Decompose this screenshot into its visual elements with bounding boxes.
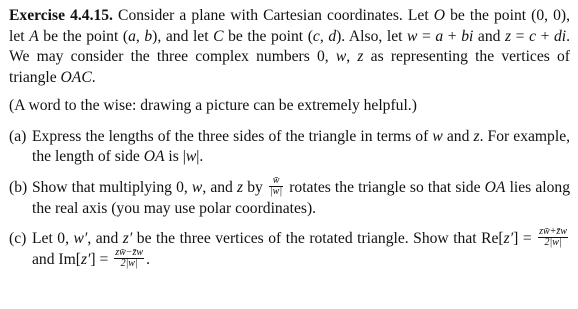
part-b-text-5: lies along the real axis (you may use polar coordinates).	[32, 178, 570, 217]
part-b-fraction-denominator: |w|	[269, 185, 283, 197]
part-c-var-z-prime-3: z′	[80, 251, 91, 269]
intro-text-10: =	[511, 27, 530, 45]
var-w-2: w	[335, 48, 347, 65]
part-c-fraction-im-denominator: 2|w|	[120, 258, 138, 269]
intro-text-12: . We may consider the three complex numbers 0,	[9, 27, 570, 65]
part-b	[9, 174, 570, 220]
var-c-2: c	[529, 27, 536, 45]
part-b-text-3: by	[243, 178, 267, 196]
var-di: di	[553, 27, 567, 45]
var-z-2: z	[357, 48, 364, 65]
var-bi: bi	[461, 27, 474, 45]
intro-text-7: =	[417, 27, 436, 45]
intro-text-4: ), and let	[152, 27, 214, 45]
var-w: w	[407, 27, 418, 45]
part-a-var-w: w	[432, 127, 443, 145]
part-a-label: (a)	[9, 127, 27, 145]
intro-text-9: and	[473, 27, 506, 45]
hint-text: (A word to the wise: drawing a picture can be extremely helpful.)	[9, 97, 417, 114]
part-b-text-1: Show that multiplying 0,	[32, 178, 192, 196]
part-c	[9, 226, 570, 271]
part-a-text-4: is |	[164, 148, 186, 165]
part-b-var-w: w	[191, 178, 203, 196]
intro-comma-2: ,	[319, 27, 329, 45]
part-c-fraction-re-denominator: 2|w|	[544, 237, 562, 248]
part-c-var-z-prime-2: z′	[503, 230, 514, 248]
exercise-intro	[9, 6, 570, 88]
var-a-2: a	[435, 27, 444, 45]
intro-comma-1: ,	[135, 27, 145, 45]
part-a-body	[32, 127, 570, 168]
exercise-label: Exercise 4.4.15.	[9, 7, 113, 24]
part-b-var-z: z	[237, 178, 244, 196]
var-C: C	[213, 27, 224, 45]
var-a: a	[128, 27, 136, 45]
part-a	[9, 127, 570, 168]
intro-text-11: +	[535, 27, 554, 45]
part-c-fraction-im	[114, 248, 144, 269]
part-b-text-2: , and	[202, 178, 237, 196]
part-c-text-5: and Im[	[32, 251, 81, 269]
part-a-var-z: z	[473, 127, 480, 145]
part-c-fraction-re-numerator: zw̄+z̄w	[539, 226, 567, 237]
part-c-text-4: ] =	[513, 230, 537, 248]
part-c-text-6: ] =	[90, 251, 113, 269]
intro-text-13: as representing the vertices of triangle	[9, 48, 570, 86]
var-OAC: OAC	[60, 68, 92, 86]
part-c-text-7: .	[146, 251, 150, 269]
part-b-fraction	[269, 176, 283, 197]
intro-text-14: .	[91, 68, 96, 86]
intro-text-2: be the point (0, 0), let	[9, 7, 570, 45]
intro-text-1: Consider a plane with Cartesian coordinates. Let	[118, 7, 434, 24]
part-a-text-5: |.	[196, 148, 204, 165]
part-c-text-2: , and	[87, 230, 123, 248]
part-b-var-OA: OA	[484, 178, 506, 196]
intro-text-6: ). Also, let	[336, 27, 408, 45]
var-d: d	[328, 27, 337, 45]
part-c-var-z-prime: z′	[122, 230, 133, 248]
intro-text-3: be the point (	[38, 27, 129, 45]
intro-comma-3: ,	[346, 48, 358, 65]
intro-text-8: +	[443, 27, 462, 45]
part-a-var-OA: OA	[143, 148, 165, 165]
var-A: A	[29, 27, 39, 45]
part-b-body	[32, 174, 570, 220]
part-a-text-1: Express the lengths of the three sides of the triangle in terms of	[32, 127, 433, 145]
part-c-label: (c)	[9, 230, 27, 247]
part-c-text-1: Let 0,	[32, 230, 74, 248]
var-O: O	[433, 7, 446, 24]
part-b-text-4: rotates the triangle so that side	[285, 178, 485, 196]
part-b-label: (b)	[9, 178, 28, 196]
part-c-fraction-re	[538, 227, 568, 248]
part-c-text-3: be the three vertices of the rotated triangle. Show that Re[	[132, 230, 504, 248]
var-b: b	[144, 27, 153, 45]
var-c: c	[312, 27, 320, 45]
part-b-fraction-numerator: w̄	[269, 176, 283, 187]
part-a-text-3: . For example, the length of side	[32, 127, 571, 165]
part-a-var-w-2: w	[185, 148, 197, 165]
part-c-body	[32, 226, 570, 271]
part-a-text-2: and	[442, 127, 474, 145]
part-c-fraction-im-numerator: zw̄−z̄w	[115, 247, 144, 258]
part-c-var-w-prime: w′	[73, 230, 88, 248]
intro-text-5: be the point (	[223, 27, 313, 45]
var-z: z	[505, 27, 512, 45]
